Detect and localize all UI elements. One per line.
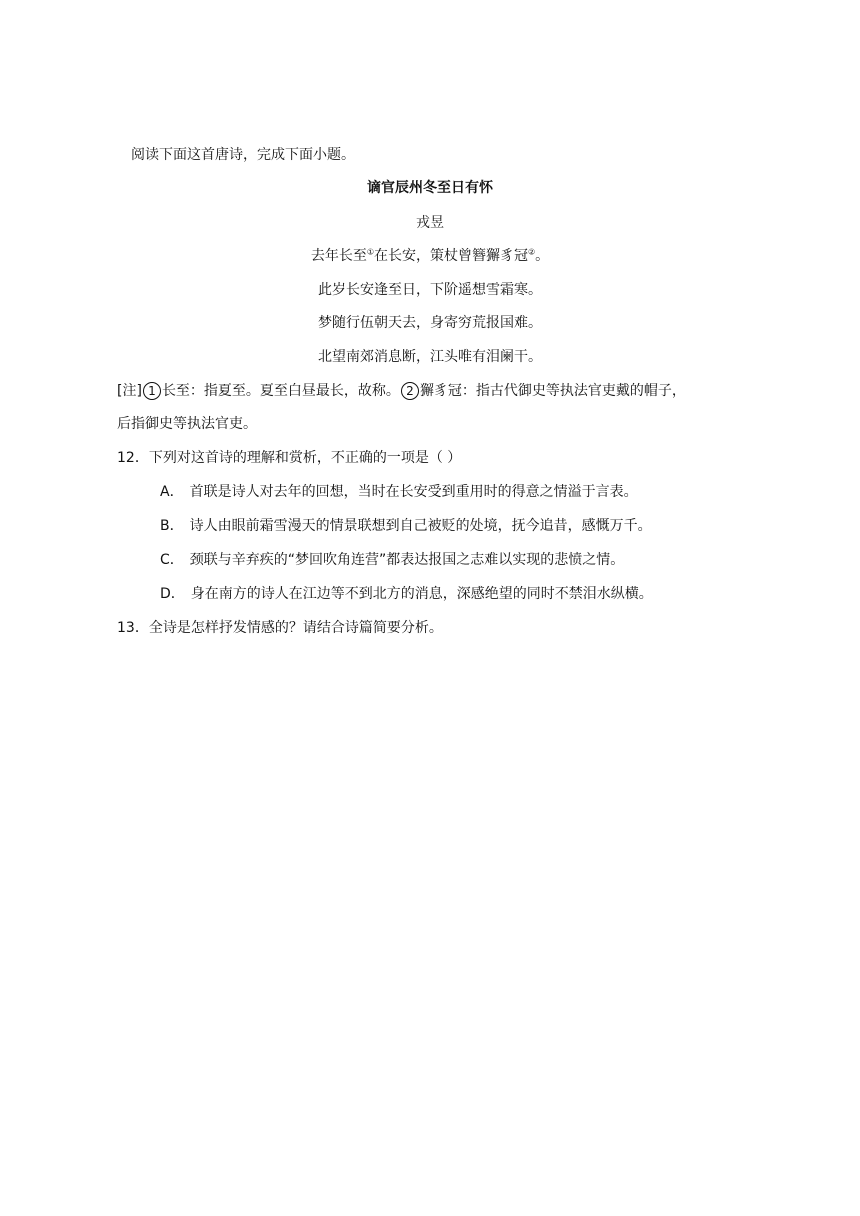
reading-instruction: 阅读下面这首唐诗，完成下面小题。 [131, 147, 355, 163]
question-12 [117, 448, 461, 468]
option-d-key: D． [160, 586, 185, 602]
option-b[interactable] [160, 516, 652, 536]
question-13-number: 13． [117, 620, 149, 636]
option-b-text: 诗人由眼前霜雪漫天的情景联想到自己被贬的处境，抚今追昔，感慨万千。 [189, 518, 652, 534]
poem-note-continued: 后指御史等执法官吏。 [117, 416, 257, 432]
poem-line-1-pre: 去年长至 [310, 248, 367, 264]
poem-line-4: 北望南郊消息断，江头唯有泪阑干。 [318, 349, 542, 365]
question-12-text: 下列对这首诗的理解和赏析，不正确的一项是（ ） [148, 450, 462, 466]
option-c-text: 颈联与辛弃疾的“梦回吹角连营”都表达报国之志难以实现的悲愤之情。 [189, 552, 625, 568]
option-b-key: B． [160, 518, 184, 534]
option-d-text: 身在南方的诗人在江边等不到北方的消息，深感绝望的同时不禁泪水纵横。 [190, 586, 653, 602]
option-a[interactable] [160, 482, 638, 502]
poem-line-1-end: 。 [535, 248, 550, 264]
note-circle-1: 1 [143, 382, 161, 400]
question-13 [117, 618, 443, 638]
note-text-1: 长至：指夏至。夏至白昼最长，故称。 [161, 383, 400, 399]
note-text-2: 獬豸冠：指古代御史等执法官吏戴的帽子， [419, 383, 686, 399]
footnote-marker-2: ② [528, 247, 536, 257]
poem-line-1-post: 在长安，策杖曾簪獬豸冠 [374, 248, 528, 264]
question-13-text: 全诗是怎样抒发情感的？请结合诗篇简要分析。 [148, 620, 443, 636]
option-c-key: C． [160, 552, 184, 568]
option-a-text: 首联是诗人对去年的回想，当时在长安受到重用时的得意之情溢于言表。 [189, 484, 638, 500]
note-prefix: [注] [117, 383, 142, 399]
question-12-number: 12． [117, 450, 149, 466]
poem-line-2: 此岁长安逢至日，下阶遥想雪霜寒。 [318, 282, 542, 298]
poem-title: 谪官辰州冬至日有怀 [367, 180, 493, 196]
note-circle-2: 2 [401, 382, 419, 400]
option-c[interactable] [160, 550, 624, 570]
poem-line-3: 梦随行伍朝天去，身寄穷荒报国难。 [318, 315, 542, 331]
poem-note [117, 381, 686, 401]
poem-line-1 [0, 246, 860, 266]
footnote-marker-1: ① [366, 247, 374, 257]
option-d[interactable] [160, 584, 653, 604]
option-a-key: A． [160, 484, 184, 500]
poem-author: 戎昱 [416, 215, 444, 231]
